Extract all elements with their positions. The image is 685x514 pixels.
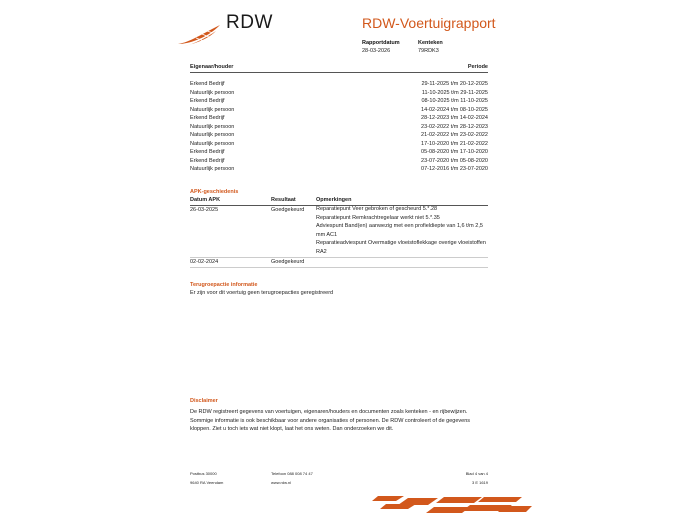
disclaimer-title: Disclaimer <box>190 398 218 404</box>
rdw-logo-icon <box>176 22 222 48</box>
owner-type: Erkend Bedrijf <box>190 81 225 87</box>
report-title: RDW-Voertuigrapport <box>362 15 496 31</box>
owner-type: Natuurlijk persoon <box>190 123 235 130</box>
owner-row <box>190 97 488 106</box>
period-column-header: Periode <box>467 64 488 70</box>
decorative-stripes-icon <box>372 495 532 514</box>
owner-row <box>190 131 488 140</box>
owner-period: 21-02-2022 t/m 23-02-2022 <box>421 132 488 138</box>
footer-page-number: Blad 4 van 4 <box>465 471 488 476</box>
owner-row <box>190 165 488 174</box>
apk-remark: Adviespunt Band(en) aanwezig met een profieldiepte van 1,6 t/m 2,5 mm AC1 <box>316 223 483 238</box>
owners-header-rule <box>190 72 488 73</box>
apk-result-column-header: Resultaat <box>271 197 296 203</box>
apk-remark: Reparatiepunt Veer gebroken of gescheurd 5.*.28 <box>316 206 438 212</box>
owner-type: Erkend Bedrijf <box>190 157 225 164</box>
owner-row <box>190 148 488 157</box>
footer-postbus: Postbus 30000 <box>190 471 217 476</box>
owner-type: Natuurlijk persoon <box>190 132 235 138</box>
apk-remark: Reparatiepunt Remkrachtregelaar werkt niet 5.*.35 <box>316 214 440 221</box>
apk-row-1-date: 26-03-2025 <box>190 207 219 213</box>
recall-text: Er zijn voor dit voertuig geen terugroepacties geregistreerd <box>190 290 334 296</box>
disclaimer-line: kloppen. Ziet u toch iets wat niet klopt, laat het ons weten. Dan onderzoeken we dit. <box>190 426 394 432</box>
owner-row <box>190 123 488 132</box>
footer-web[interactable]: www.rdw.nl <box>271 480 292 485</box>
owner-period: 17-10-2020 t/m 21-02-2022 <box>421 140 488 147</box>
footer-code: 3 E 1619 <box>471 480 488 485</box>
disclaimer-line: De RDW registreert gegevens van voertuigen, eigenaren/houders en documenten zoals kenteken - en rijbewijzen. <box>190 409 468 415</box>
disclaimer-text <box>190 408 490 434</box>
apk-row-2-date: 02-02-2024 <box>190 259 219 265</box>
owner-row <box>190 106 488 115</box>
rapportdatum-value: 28-03-2026 <box>362 48 391 54</box>
owner-period: 05-08-2020 t/m 17-10-2020 <box>421 149 488 155</box>
owner-type: Erkend Bedrijf <box>190 115 225 121</box>
owner-period: 29-11-2025 t/m 20-12-2025 <box>421 81 488 87</box>
owner-period: 23-07-2020 t/m 05-08-2020 <box>421 157 488 164</box>
owner-period: 14-02-2024 t/m 08-10-2025 <box>421 106 488 113</box>
recall-section-title: Terugroepactie informatie <box>190 282 258 288</box>
brand-name: RDW <box>226 12 273 33</box>
footer-phone: Telefoon 088 008 74 47 <box>271 471 313 476</box>
disclaimer-line: Sommige informatie is ook beschikbaar voor andere organisaties of personen. De RDW controleert of de gegevens <box>190 417 471 424</box>
owner-row <box>190 89 488 98</box>
kenteken-value: 79RDK3 <box>418 48 439 54</box>
owner-period: 08-10-2025 t/m 11-10-2025 <box>421 98 488 104</box>
owner-row <box>190 157 488 166</box>
apk-row-divider <box>190 267 488 268</box>
footer-city: 9640 RA Veendam <box>190 480 224 485</box>
owner-period: 07-12-2016 t/m 23-07-2020 <box>421 166 488 172</box>
owner-type: Natuurlijk persoon <box>190 166 235 172</box>
owner-period: 11-10-2025 t/m 29-11-2025 <box>421 89 488 96</box>
owner-period: 28-12-2023 t/m 14-02-2024 <box>421 115 488 121</box>
owner-row <box>190 80 488 89</box>
owner-type: Erkend Bedrijf <box>190 98 225 104</box>
apk-date-column-header: Datum APK <box>190 197 221 203</box>
owner-type: Natuurlijk persoon <box>190 89 235 96</box>
owner-type: Erkend Bedrijf <box>190 149 225 155</box>
kenteken-label: Kenteken <box>418 40 443 46</box>
apk-remarks-column-header: Opmerkingen <box>316 197 352 203</box>
owner-type: Natuurlijk persoon <box>190 140 235 147</box>
owner-period: 23-02-2022 t/m 28-12-2023 <box>421 123 488 130</box>
apk-row-2-result: Goedgekeurd <box>271 259 305 265</box>
owner-row <box>190 140 488 149</box>
owner-type: Natuurlijk persoon <box>190 106 235 113</box>
rapportdatum-label: Rapportdatum <box>362 40 400 46</box>
owner-column-header: Eigenaar/houder <box>190 64 234 70</box>
apk-row-1-remarks <box>316 205 488 256</box>
apk-row-1-result: Goedgekeurd <box>271 207 305 213</box>
owner-row <box>190 114 488 123</box>
apk-row-divider <box>190 257 488 258</box>
apk-section-title: APK-geschiedenis <box>190 189 239 195</box>
apk-remark: Reparatieadviespunt Overmatige vloeistoflekkage overige vloeistoffen RA2 <box>316 240 486 255</box>
